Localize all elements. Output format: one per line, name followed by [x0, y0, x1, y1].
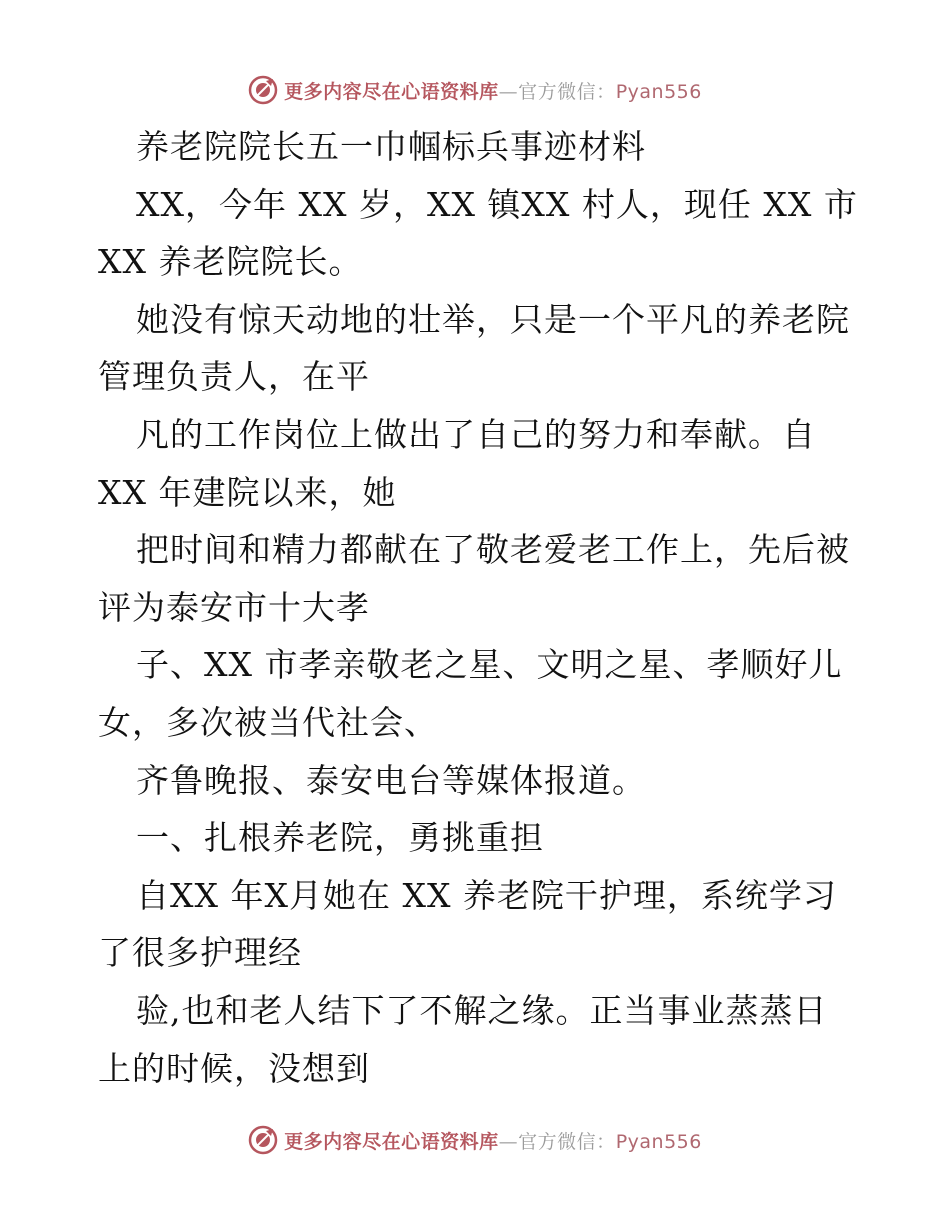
- watermark-contact-label: 官方微信：: [518, 1130, 616, 1153]
- watermark-separator: —: [498, 80, 519, 103]
- document-title: 养老院院长五一巾帼标兵事迹材料: [136, 127, 646, 166]
- footer-watermark: [0, 1120, 950, 1160]
- text-line: 女，多次被当代社会、: [98, 702, 438, 742]
- text-line: 管理负责人，在平: [98, 357, 370, 397]
- text-line: XX，今年 XX 岁，XX 镇XX 村人，现任 XX 市: [136, 184, 858, 224]
- watermark-text: [284, 1127, 702, 1154]
- watermark-contact-id: Pyan556: [615, 1130, 702, 1153]
- header-watermark: [0, 70, 950, 110]
- document-body: [98, 118, 858, 1097]
- text-line: 齐鲁晚报、泰安电台等媒体报道。: [136, 760, 646, 800]
- watermark-brand: 更多内容尽在心语资料库: [284, 80, 499, 103]
- text-line: 上的时候，没想到: [98, 1048, 370, 1088]
- text-line: 把时间和精力都献在了敬老爱老工作上，先后被: [136, 530, 850, 570]
- text-line: 评为泰安市十大孝: [98, 587, 370, 627]
- watermark-text: [284, 77, 702, 104]
- watermark-contact-id: Pyan556: [615, 80, 702, 103]
- watermark-separator: —: [498, 1130, 519, 1153]
- text-line: XX 年建院以来，她: [98, 472, 397, 512]
- watermark-brand: 更多内容尽在心语资料库: [284, 1130, 499, 1153]
- text-line: 她没有惊天动地的壮举，只是一个平凡的养老院: [136, 299, 850, 339]
- text-line: 自XX 年X月她在 XX 养老院干护理，系统学习: [136, 875, 837, 915]
- text-line: 凡的工作岗位上做出了自己的努力和奉献。自: [136, 414, 816, 454]
- text-line: 一、扎根养老院，勇挑重担: [136, 818, 544, 858]
- text-line: XX 养老院院长。: [98, 242, 363, 282]
- seal-logo-icon: [248, 1125, 278, 1155]
- seal-logo-icon: [248, 75, 278, 105]
- watermark-contact-label: 官方微信：: [518, 80, 616, 103]
- text-line: 验,也和老人结下了不解之缘。正当事业蒸蒸日: [136, 990, 828, 1030]
- text-line: 了很多护理经: [98, 933, 302, 973]
- text-line: 子、XX 市孝亲敬老之星、文明之星、孝顺好儿: [136, 645, 843, 685]
